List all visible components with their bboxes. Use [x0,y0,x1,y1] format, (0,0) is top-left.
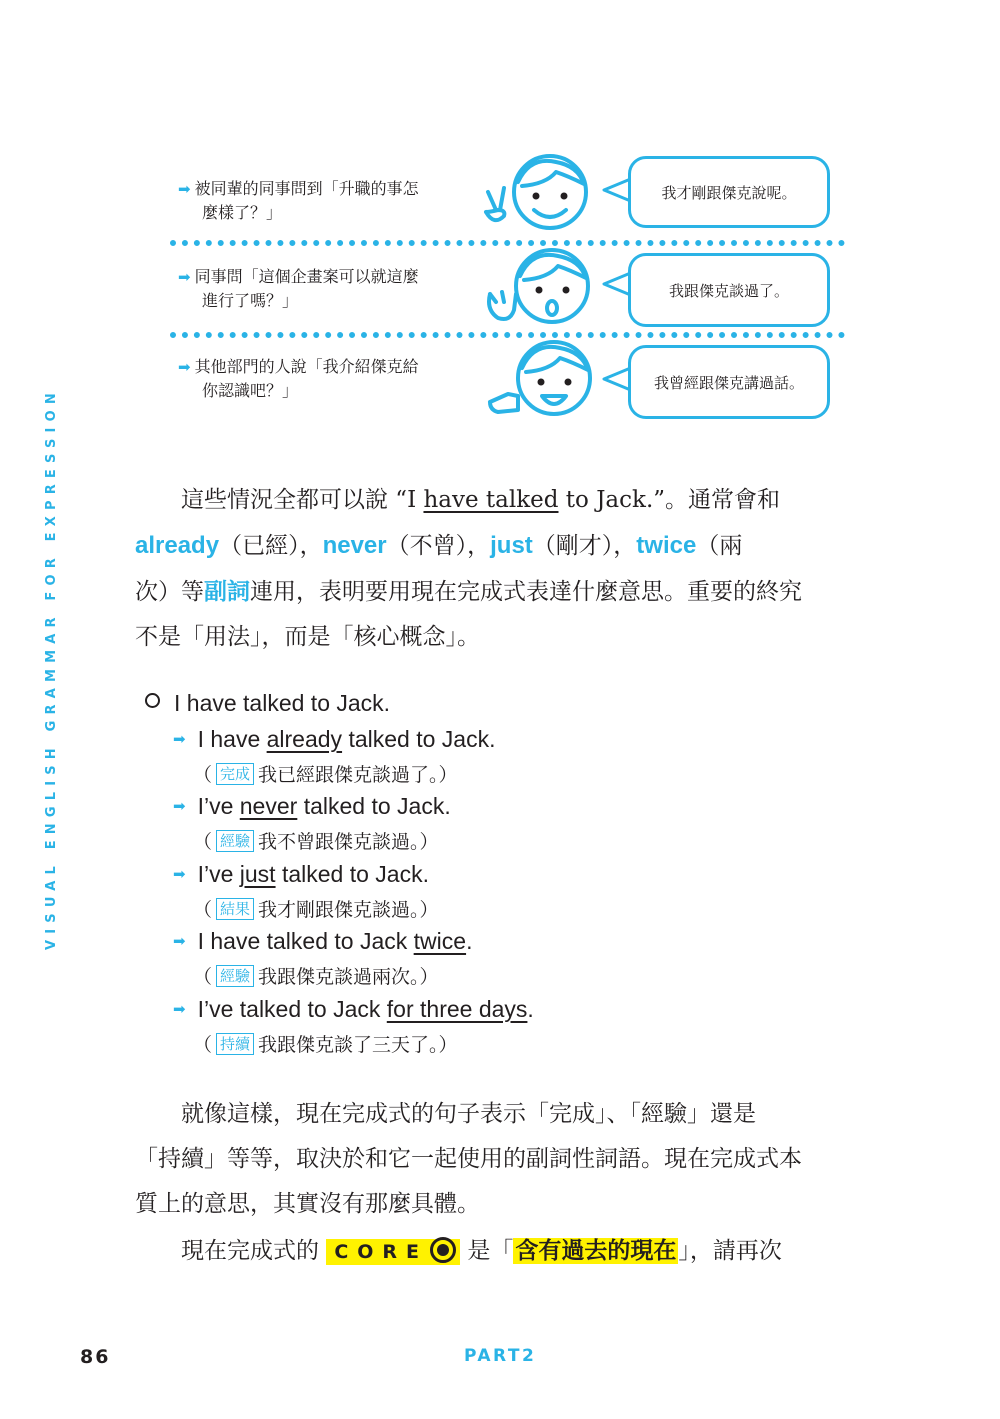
example-main: I have talked to Jack. [145,690,390,717]
tag-label: 結果 [216,898,254,920]
example-item: ➡ I have talked to Jack twice. （ 經驗 我跟傑克談過兩次。） [173,928,473,988]
target-circle-icon [430,1237,456,1263]
keyword-already: already [135,532,220,559]
paragraph-1: 這些情況全都可以說 “I have talked to Jack.”。通常會和 already（已經），never（不曾），just（剛才），twice（兩 次）等副詞連用，表明要用現在完成式表達什麼意思。重要的終究 不是「用法」，而是「核心概念」。 [135,487,802,650]
example-item: ➡ I have already talked to Jack. （ 完成 我已經跟傑克談過了。） [173,726,496,786]
arrow-right-icon: ➡ [173,798,186,815]
circle-bullet-icon [145,693,160,708]
keyword-never: never [322,532,387,559]
keyword-just: just [490,532,533,559]
paragraph-2: 就像這樣，現在完成式的句子表示「完成」、「經驗」還是 「持續」等等，取決於和它一起使用的副詞性詞語。現在完成式本 質上的意思，其實沒有那麼具體。 [135,1101,802,1217]
speech-bubble-1: 我才剛跟傑克說呢。 [628,156,830,228]
arrow-right-icon: ➡ [173,1001,186,1018]
smiling-face-peace-sign-icon [478,152,588,237]
example-item: ➡ I’ve just talked to Jack. （ 結果 我才剛跟傑克談過。） [173,861,439,921]
highlighted-phrase: 含有過去的現在 [515,1238,677,1264]
example-item: ➡ I’ve talked to Jack for three days. （ 持續 我跟傑克談了三天了。） [173,996,534,1056]
paragraph-3: 現在完成式的 CORE 是「含有過去的現在」，請再次 [181,1238,782,1264]
speech-bubble-3: 我曾經跟傑克講過話。 [628,345,830,419]
tag-label: 完成 [216,763,254,785]
page-number: 86 [80,1346,111,1368]
core-badge: CORE [326,1239,460,1265]
arrow-right-icon: ➡ [173,866,186,883]
tag-label: 持續 [216,1033,254,1055]
arrow-right-icon: ➡ [178,358,191,376]
speech-bubble-2: 我跟傑克談過了。 [628,253,830,327]
arrow-right-icon: ➡ [178,180,191,198]
arrow-right-icon: ➡ [173,731,186,748]
happy-face-pointing-icon [484,338,594,423]
part-label: PART2 [464,1346,537,1366]
scenario-2-text: ➡ 同事問「這個企畫案可以就這麼 進行了嗎？」 [178,267,419,310]
scenario-3-text: ➡ 其他部門的人說「我介紹傑克給 你認識吧？」 [178,357,419,400]
example-item: ➡ I’ve never talked to Jack. （ 經驗 我不曾跟傑克談過。） [173,793,451,853]
surprised-face-icon [482,246,592,331]
tag-label: 經驗 [216,830,254,852]
keyword-twice: twice [636,532,697,559]
side-title: VISUAL ENGLISH GRAMMAR FOR EXPRESSION [44,387,59,950]
keyword-adverb: 副詞 [204,578,250,605]
scenario-1-text: ➡ 被同輩的同事問到「升職的事怎 麼樣了？」 [178,179,419,222]
tag-label: 經驗 [216,965,254,987]
arrow-right-icon: ➡ [173,933,186,950]
arrow-right-icon: ➡ [178,268,191,286]
